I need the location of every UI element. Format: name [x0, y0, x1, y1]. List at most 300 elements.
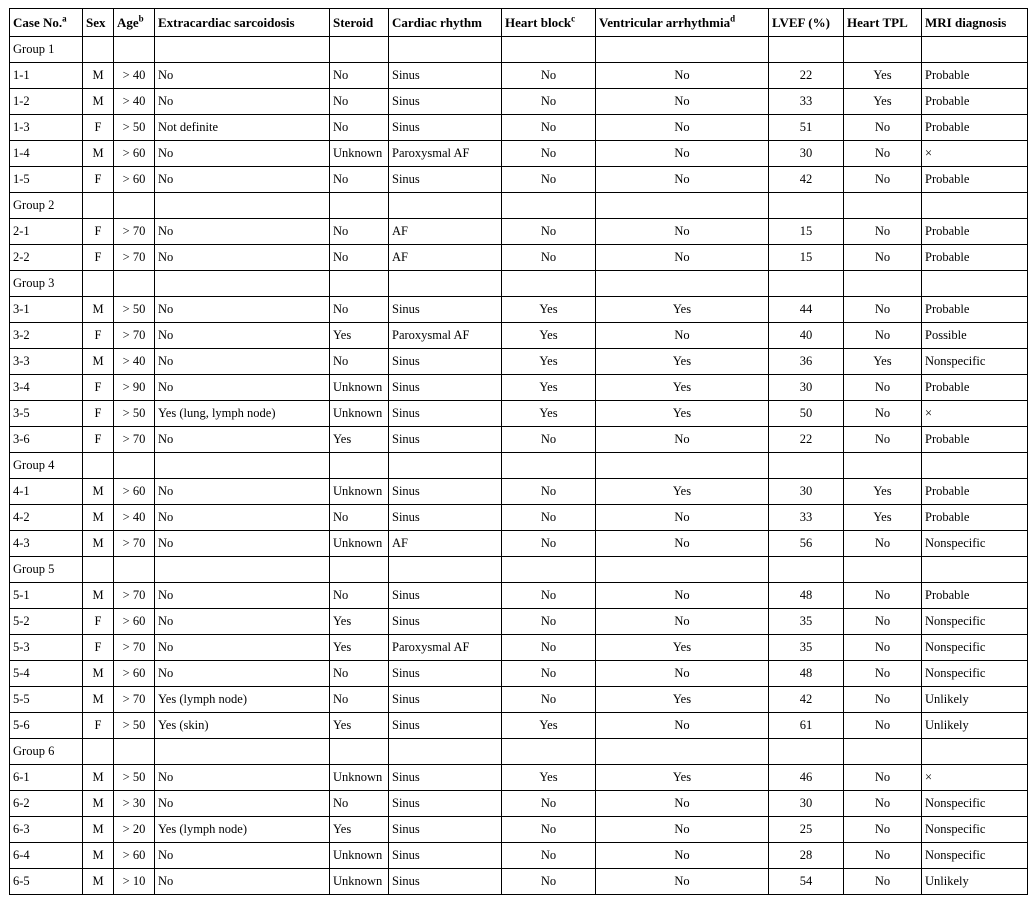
- column-header-label: Steroid: [333, 14, 374, 30]
- sarcoidosis-cases-table: [9, 8, 1028, 895]
- cell-steroid: No: [330, 791, 389, 817]
- cell-mri-diagnosis: Nonspecific: [922, 843, 1028, 869]
- table-row: [10, 661, 1028, 687]
- cell-extracardiac-sarcoidosis: No: [155, 375, 330, 401]
- cell-sex: F: [83, 401, 114, 427]
- cell-mri-diagnosis: Probable: [922, 479, 1028, 505]
- cell-extracardiac-sarcoidosis: No: [155, 869, 330, 895]
- cell-ventricular-arrhythmia: Yes: [596, 375, 769, 401]
- empty-cell: [114, 37, 155, 63]
- group-row: [10, 557, 1028, 583]
- cell-steroid: Unknown: [330, 531, 389, 557]
- cell-sex: M: [83, 791, 114, 817]
- cell-sex: M: [83, 505, 114, 531]
- cell-age: > 50: [114, 765, 155, 791]
- table-row: [10, 219, 1028, 245]
- cell-mri-diagnosis: ×: [922, 401, 1028, 427]
- column-header-label: LVEF (%): [772, 14, 830, 30]
- empty-cell: [922, 37, 1028, 63]
- group-row: [10, 453, 1028, 479]
- cell-lvef: 40: [769, 323, 844, 349]
- cell-case-no: 3-6: [10, 427, 83, 453]
- cell-heart-tpl: Yes: [844, 349, 922, 375]
- cell-steroid: No: [330, 583, 389, 609]
- cell-case-no: 1-4: [10, 141, 83, 167]
- cell-steroid: Yes: [330, 609, 389, 635]
- cell-age: > 40: [114, 63, 155, 89]
- cell-age: > 60: [114, 661, 155, 687]
- empty-cell: [502, 271, 596, 297]
- empty-cell: [769, 271, 844, 297]
- column-header-steroid: [330, 9, 389, 37]
- cell-steroid: Unknown: [330, 401, 389, 427]
- column-header-ventricular-arrhythmia: [596, 9, 769, 37]
- empty-cell: [389, 453, 502, 479]
- table-row: [10, 687, 1028, 713]
- cell-age: > 40: [114, 349, 155, 375]
- cell-lvef: 46: [769, 765, 844, 791]
- column-header-heart-block: [502, 9, 596, 37]
- cell-case-no: 3-4: [10, 375, 83, 401]
- cell-mri-diagnosis: Nonspecific: [922, 635, 1028, 661]
- cell-extracardiac-sarcoidosis: No: [155, 323, 330, 349]
- empty-cell: [389, 557, 502, 583]
- empty-cell: [114, 557, 155, 583]
- cell-case-no: 1-1: [10, 63, 83, 89]
- cell-case-no: 5-2: [10, 609, 83, 635]
- cell-lvef: 50: [769, 401, 844, 427]
- cell-heart-tpl: No: [844, 375, 922, 401]
- column-header-case-no: [10, 9, 83, 37]
- cell-heart-tpl: Yes: [844, 89, 922, 115]
- cell-steroid: Yes: [330, 427, 389, 453]
- cell-steroid: No: [330, 505, 389, 531]
- column-header-lvef: [769, 9, 844, 37]
- cell-sex: M: [83, 89, 114, 115]
- cell-cardiac-rhythm: Sinus: [389, 427, 502, 453]
- footnote-marker: d: [730, 13, 736, 24]
- empty-cell: [155, 453, 330, 479]
- cell-ventricular-arrhythmia: Yes: [596, 349, 769, 375]
- cell-lvef: 35: [769, 609, 844, 635]
- empty-cell: [83, 37, 114, 63]
- cell-sex: M: [83, 765, 114, 791]
- cell-heart-block: Yes: [502, 713, 596, 739]
- cell-sex: F: [83, 323, 114, 349]
- cell-cardiac-rhythm: Sinus: [389, 89, 502, 115]
- cell-sex: M: [83, 63, 114, 89]
- empty-cell: [596, 37, 769, 63]
- cell-lvef: 22: [769, 427, 844, 453]
- cell-steroid: No: [330, 349, 389, 375]
- cell-case-no: 1-3: [10, 115, 83, 141]
- empty-cell: [596, 193, 769, 219]
- cell-heart-tpl: No: [844, 531, 922, 557]
- empty-cell: [330, 453, 389, 479]
- cell-heart-tpl: No: [844, 141, 922, 167]
- cell-cardiac-rhythm: Paroxysmal AF: [389, 635, 502, 661]
- cell-heart-block: No: [502, 661, 596, 687]
- cell-heart-tpl: No: [844, 427, 922, 453]
- group-row: [10, 271, 1028, 297]
- empty-cell: [330, 557, 389, 583]
- cell-extracardiac-sarcoidosis: No: [155, 167, 330, 193]
- column-header-heart-tpl: [844, 9, 922, 37]
- cell-age: > 60: [114, 167, 155, 193]
- cell-lvef: 35: [769, 635, 844, 661]
- empty-cell: [922, 557, 1028, 583]
- cell-heart-block: Yes: [502, 323, 596, 349]
- cell-heart-block: No: [502, 869, 596, 895]
- cell-heart-tpl: Yes: [844, 479, 922, 505]
- empty-cell: [844, 557, 922, 583]
- table-row: [10, 245, 1028, 271]
- empty-cell: [330, 271, 389, 297]
- cell-heart-tpl: No: [844, 635, 922, 661]
- cell-cardiac-rhythm: Sinus: [389, 401, 502, 427]
- cell-ventricular-arrhythmia: No: [596, 583, 769, 609]
- cell-cardiac-rhythm: Paroxysmal AF: [389, 323, 502, 349]
- cell-heart-tpl: No: [844, 765, 922, 791]
- cell-mri-diagnosis: Probable: [922, 427, 1028, 453]
- cell-ventricular-arrhythmia: No: [596, 531, 769, 557]
- cell-ventricular-arrhythmia: Yes: [596, 479, 769, 505]
- cell-extracardiac-sarcoidosis: No: [155, 63, 330, 89]
- cell-cardiac-rhythm: Sinus: [389, 375, 502, 401]
- cell-mri-diagnosis: Probable: [922, 63, 1028, 89]
- cell-extracardiac-sarcoidosis: No: [155, 791, 330, 817]
- cell-steroid: No: [330, 245, 389, 271]
- cell-case-no: 6-2: [10, 791, 83, 817]
- empty-cell: [83, 453, 114, 479]
- cell-steroid: No: [330, 661, 389, 687]
- cell-mri-diagnosis: Probable: [922, 115, 1028, 141]
- column-header-label: Heart block: [505, 14, 572, 30]
- cell-cardiac-rhythm: AF: [389, 245, 502, 271]
- column-header-label: Age: [117, 14, 139, 30]
- cell-heart-tpl: No: [844, 817, 922, 843]
- column-header-extracardiac-sarcoidosis: [155, 9, 330, 37]
- cell-age: > 70: [114, 635, 155, 661]
- cell-extracardiac-sarcoidosis: No: [155, 427, 330, 453]
- cell-steroid: Unknown: [330, 141, 389, 167]
- cell-heart-block: No: [502, 583, 596, 609]
- table-row: [10, 531, 1028, 557]
- cell-lvef: 33: [769, 89, 844, 115]
- cell-lvef: 56: [769, 531, 844, 557]
- cell-sex: M: [83, 843, 114, 869]
- empty-cell: [389, 739, 502, 765]
- cell-steroid: No: [330, 89, 389, 115]
- cell-case-no: 6-5: [10, 869, 83, 895]
- cell-heart-block: Yes: [502, 765, 596, 791]
- cell-ventricular-arrhythmia: No: [596, 89, 769, 115]
- cell-lvef: 30: [769, 141, 844, 167]
- cell-sex: M: [83, 687, 114, 713]
- cell-extracardiac-sarcoidosis: Not definite: [155, 115, 330, 141]
- cell-sex: M: [83, 531, 114, 557]
- table-row: [10, 427, 1028, 453]
- cell-cardiac-rhythm: Sinus: [389, 687, 502, 713]
- cell-ventricular-arrhythmia: No: [596, 791, 769, 817]
- cell-ventricular-arrhythmia: No: [596, 427, 769, 453]
- cell-case-no: 6-3: [10, 817, 83, 843]
- cell-sex: F: [83, 609, 114, 635]
- cell-heart-block: No: [502, 245, 596, 271]
- empty-cell: [389, 271, 502, 297]
- cell-lvef: 15: [769, 245, 844, 271]
- empty-cell: [155, 739, 330, 765]
- cell-cardiac-rhythm: Sinus: [389, 843, 502, 869]
- column-header-label: Extracardiac sarcoidosis: [158, 14, 295, 30]
- table-row: [10, 635, 1028, 661]
- cell-heart-tpl: No: [844, 115, 922, 141]
- cell-lvef: 15: [769, 219, 844, 245]
- empty-cell: [596, 453, 769, 479]
- cell-cardiac-rhythm: Sinus: [389, 869, 502, 895]
- cell-heart-block: No: [502, 89, 596, 115]
- cell-cardiac-rhythm: Sinus: [389, 63, 502, 89]
- empty-cell: [502, 453, 596, 479]
- cell-cardiac-rhythm: Sinus: [389, 479, 502, 505]
- table-row: [10, 115, 1028, 141]
- empty-cell: [844, 453, 922, 479]
- empty-cell: [83, 557, 114, 583]
- table-row: [10, 583, 1028, 609]
- cell-mri-diagnosis: Probable: [922, 167, 1028, 193]
- cell-ventricular-arrhythmia: Yes: [596, 687, 769, 713]
- cell-heart-tpl: No: [844, 843, 922, 869]
- table-row: [10, 869, 1028, 895]
- cell-ventricular-arrhythmia: No: [596, 115, 769, 141]
- cell-ventricular-arrhythmia: No: [596, 869, 769, 895]
- cell-lvef: 54: [769, 869, 844, 895]
- cell-case-no: 4-2: [10, 505, 83, 531]
- empty-cell: [114, 739, 155, 765]
- empty-cell: [502, 193, 596, 219]
- cell-heart-tpl: No: [844, 323, 922, 349]
- cell-age: > 50: [114, 401, 155, 427]
- cell-extracardiac-sarcoidosis: Yes (lymph node): [155, 817, 330, 843]
- table-row: [10, 141, 1028, 167]
- empty-cell: [389, 37, 502, 63]
- cell-extracardiac-sarcoidosis: No: [155, 531, 330, 557]
- cell-lvef: 42: [769, 167, 844, 193]
- cell-cardiac-rhythm: Sinus: [389, 505, 502, 531]
- cell-steroid: Unknown: [330, 869, 389, 895]
- cell-steroid: No: [330, 63, 389, 89]
- cell-cardiac-rhythm: Sinus: [389, 115, 502, 141]
- cell-case-no: 1-5: [10, 167, 83, 193]
- empty-cell: [389, 193, 502, 219]
- empty-cell: [769, 739, 844, 765]
- cell-heart-block: No: [502, 219, 596, 245]
- cell-extracardiac-sarcoidosis: No: [155, 765, 330, 791]
- cell-steroid: Yes: [330, 817, 389, 843]
- cell-cardiac-rhythm: Sinus: [389, 297, 502, 323]
- empty-cell: [114, 271, 155, 297]
- cell-heart-tpl: No: [844, 219, 922, 245]
- cell-ventricular-arrhythmia: No: [596, 141, 769, 167]
- cell-case-no: 2-2: [10, 245, 83, 271]
- cell-extracardiac-sarcoidosis: No: [155, 349, 330, 375]
- cell-extracardiac-sarcoidosis: No: [155, 141, 330, 167]
- cell-heart-block: No: [502, 63, 596, 89]
- cell-lvef: 36: [769, 349, 844, 375]
- cell-extracardiac-sarcoidosis: No: [155, 661, 330, 687]
- table-row: [10, 63, 1028, 89]
- column-header-cardiac-rhythm: [389, 9, 502, 37]
- cell-age: > 70: [114, 323, 155, 349]
- cell-mri-diagnosis: Probable: [922, 297, 1028, 323]
- group-label: Group 3: [10, 271, 83, 297]
- cell-sex: M: [83, 661, 114, 687]
- cell-sex: M: [83, 141, 114, 167]
- cell-extracardiac-sarcoidosis: Yes (skin): [155, 713, 330, 739]
- empty-cell: [330, 193, 389, 219]
- cell-ventricular-arrhythmia: No: [596, 63, 769, 89]
- cell-steroid: Unknown: [330, 843, 389, 869]
- column-header-label: Sex: [86, 14, 106, 30]
- cell-ventricular-arrhythmia: No: [596, 323, 769, 349]
- empty-cell: [155, 557, 330, 583]
- cell-age: > 50: [114, 115, 155, 141]
- cell-age: > 60: [114, 609, 155, 635]
- cell-steroid: Unknown: [330, 479, 389, 505]
- cell-age: > 50: [114, 297, 155, 323]
- cell-cardiac-rhythm: Sinus: [389, 583, 502, 609]
- cell-heart-block: No: [502, 791, 596, 817]
- cell-mri-diagnosis: Probable: [922, 89, 1028, 115]
- cell-mri-diagnosis: ×: [922, 141, 1028, 167]
- empty-cell: [114, 453, 155, 479]
- empty-cell: [502, 37, 596, 63]
- group-label: Group 1: [10, 37, 83, 63]
- column-header-label: Ventricular arrhythmia: [599, 14, 731, 30]
- cell-sex: M: [83, 479, 114, 505]
- cell-ventricular-arrhythmia: Yes: [596, 401, 769, 427]
- column-header-age: [114, 9, 155, 37]
- cell-heart-tpl: No: [844, 245, 922, 271]
- cell-extracardiac-sarcoidosis: No: [155, 505, 330, 531]
- column-header-label: MRI diagnosis: [925, 14, 1007, 30]
- column-header-label: Case No.: [13, 14, 63, 30]
- cell-lvef: 48: [769, 661, 844, 687]
- cell-mri-diagnosis: Unlikely: [922, 687, 1028, 713]
- cell-ventricular-arrhythmia: Yes: [596, 297, 769, 323]
- footnote-marker: a: [62, 13, 67, 24]
- cell-mri-diagnosis: Probable: [922, 505, 1028, 531]
- cell-steroid: No: [330, 297, 389, 323]
- empty-cell: [769, 453, 844, 479]
- cell-sex: M: [83, 583, 114, 609]
- cell-sex: F: [83, 635, 114, 661]
- cell-ventricular-arrhythmia: No: [596, 219, 769, 245]
- empty-cell: [922, 453, 1028, 479]
- table-row: [10, 765, 1028, 791]
- cell-case-no: 2-1: [10, 219, 83, 245]
- footnote-marker: c: [571, 13, 576, 24]
- cell-heart-tpl: No: [844, 297, 922, 323]
- group-row: [10, 37, 1028, 63]
- empty-cell: [844, 193, 922, 219]
- cell-lvef: 42: [769, 687, 844, 713]
- cell-case-no: 5-6: [10, 713, 83, 739]
- cell-heart-block: Yes: [502, 375, 596, 401]
- cell-case-no: 5-3: [10, 635, 83, 661]
- empty-cell: [769, 193, 844, 219]
- table-row: [10, 609, 1028, 635]
- column-header-mri-diagnosis: [922, 9, 1028, 37]
- cell-sex: F: [83, 167, 114, 193]
- cell-ventricular-arrhythmia: No: [596, 167, 769, 193]
- cell-extracardiac-sarcoidosis: No: [155, 583, 330, 609]
- cell-heart-tpl: No: [844, 609, 922, 635]
- cell-age: > 40: [114, 89, 155, 115]
- cell-mri-diagnosis: Probable: [922, 219, 1028, 245]
- group-row: [10, 193, 1028, 219]
- cell-mri-diagnosis: Nonspecific: [922, 531, 1028, 557]
- table-row: [10, 401, 1028, 427]
- cell-lvef: 22: [769, 63, 844, 89]
- cell-heart-block: No: [502, 817, 596, 843]
- cell-lvef: 44: [769, 297, 844, 323]
- cell-mri-diagnosis: Probable: [922, 583, 1028, 609]
- cell-age: > 70: [114, 687, 155, 713]
- table-row: [10, 791, 1028, 817]
- empty-cell: [502, 557, 596, 583]
- cell-mri-diagnosis: Probable: [922, 245, 1028, 271]
- cell-sex: F: [83, 375, 114, 401]
- cell-heart-block: No: [502, 115, 596, 141]
- cell-lvef: 48: [769, 583, 844, 609]
- cell-extracardiac-sarcoidosis: Yes (lung, lymph node): [155, 401, 330, 427]
- cell-ventricular-arrhythmia: No: [596, 713, 769, 739]
- cell-cardiac-rhythm: AF: [389, 531, 502, 557]
- cell-age: > 30: [114, 791, 155, 817]
- cell-age: > 40: [114, 505, 155, 531]
- cell-lvef: 30: [769, 791, 844, 817]
- table-row: [10, 505, 1028, 531]
- cell-case-no: 5-5: [10, 687, 83, 713]
- empty-cell: [844, 271, 922, 297]
- group-label: Group 6: [10, 739, 83, 765]
- cell-mri-diagnosis: Possible: [922, 323, 1028, 349]
- table-row: [10, 817, 1028, 843]
- empty-cell: [330, 739, 389, 765]
- cell-lvef: 61: [769, 713, 844, 739]
- cell-lvef: 33: [769, 505, 844, 531]
- cell-heart-tpl: No: [844, 713, 922, 739]
- cell-case-no: 5-4: [10, 661, 83, 687]
- cell-sex: M: [83, 297, 114, 323]
- cell-steroid: Yes: [330, 713, 389, 739]
- empty-cell: [844, 739, 922, 765]
- cell-cardiac-rhythm: Sinus: [389, 791, 502, 817]
- cell-case-no: 6-1: [10, 765, 83, 791]
- cell-ventricular-arrhythmia: No: [596, 609, 769, 635]
- empty-cell: [596, 271, 769, 297]
- cell-steroid: Unknown: [330, 375, 389, 401]
- cell-steroid: No: [330, 115, 389, 141]
- footnote-marker: b: [138, 13, 144, 24]
- cell-cardiac-rhythm: Sinus: [389, 661, 502, 687]
- table-row: [10, 843, 1028, 869]
- cell-cardiac-rhythm: Paroxysmal AF: [389, 141, 502, 167]
- cell-heart-tpl: No: [844, 661, 922, 687]
- cell-mri-diagnosis: Nonspecific: [922, 791, 1028, 817]
- table-row: [10, 713, 1028, 739]
